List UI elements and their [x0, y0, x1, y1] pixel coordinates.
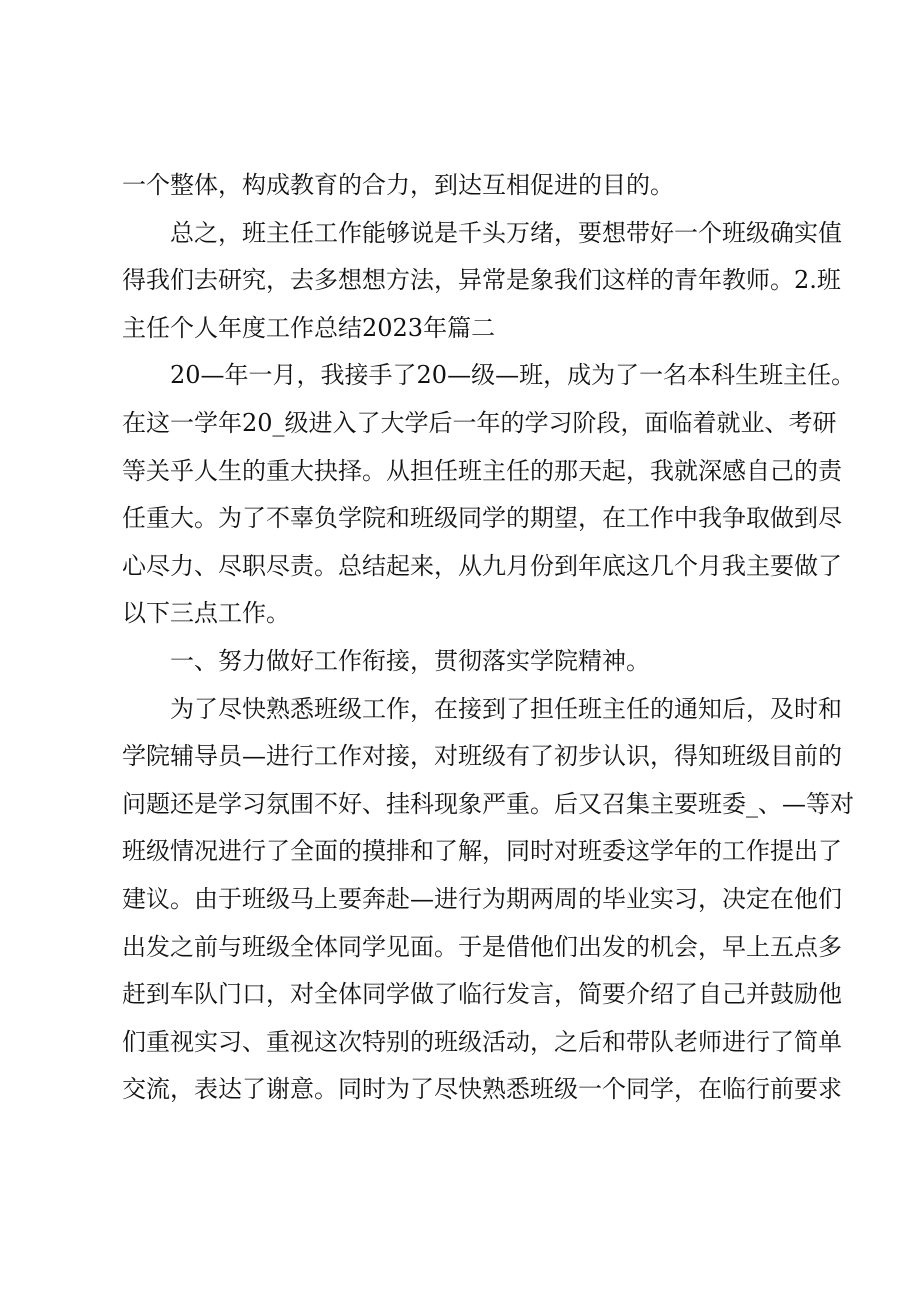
- text-line: 总之，班主任工作能够说是千头万绪，要想带好一个班级确实值: [170, 218, 842, 247]
- text-line: 赶到车队门口，对全体同学做了临行发言，简要介绍了自己并鼓励他: [122, 980, 842, 1009]
- text-line: 学院辅导员—进行工作对接，对班级有了初步认识，得知班级目前的: [122, 742, 842, 771]
- text-line: 以下三点工作。: [122, 599, 290, 628]
- text-line: 一个整体，构成教育的合力，到达互相促进的目的。: [122, 171, 674, 199]
- text-line: 主任个人年度工作总结2023年篇二: [122, 313, 496, 342]
- text-line: 一、努力做好工作衔接，贯彻落实学院精神。: [170, 646, 650, 675]
- text-line: 为了尽快熟悉班级工作，在接到了担任班主任的通知后，及时和: [170, 694, 842, 723]
- text-line: 心尽力、尽职尽责。总结起来，从九月份到年底这几个月我主要做了: [122, 551, 842, 580]
- text-line: 在这一学年20_级进入了大学后一年的学习阶段，面临着就业、考研: [122, 408, 837, 437]
- document-body: [122, 162, 856, 1114]
- text-line: 班级情况进行了全面的摸排和了解，同时对班委这学年的工作提出了: [122, 837, 842, 866]
- text-line: 们重视实习、重视这次特别的班级活动，之后和带队老师进行了简单: [122, 1027, 842, 1056]
- text-line: 得我们去研究，去多想想方法，异常是象我们这样的青年教师。2.班: [122, 266, 841, 295]
- text-line: 任重大。为了不辜负学院和班级同学的期望，在工作中我争取做到尽: [122, 504, 842, 533]
- text-line: 出发之前与班级全体同学见面。于是借他们出发的机会，早上五点多: [122, 932, 842, 961]
- text-line: 问题还是学习氛围不好、挂科现象严重。后又召集主要班委_、—等对: [122, 789, 854, 818]
- text-line: 20—年一月，我接手了20—级—班，成为了一名本科生班主任。: [170, 361, 856, 390]
- text-line: 建议。由于班级马上要奔赴—进行为期两周的毕业实习，决定在他们: [122, 884, 842, 913]
- text-line: 等关乎人生的重大抉择。从担任班主任的那天起，我就深感自己的责: [122, 456, 842, 485]
- text-line: 交流，表达了谢意。同时为了尽快熟悉班级一个同学，在临行前要求: [122, 1075, 842, 1104]
